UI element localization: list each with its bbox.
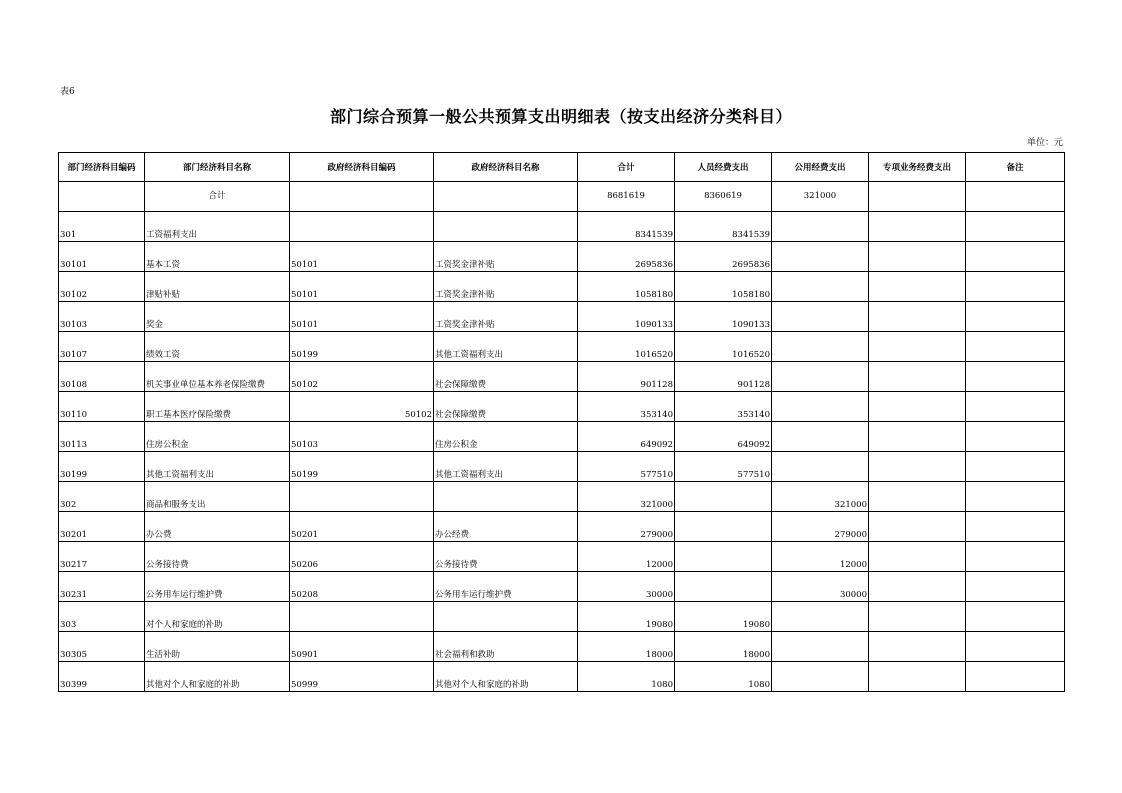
special-cell — [869, 392, 966, 422]
personnel-cell — [675, 482, 772, 512]
total-row — [59, 182, 1065, 212]
public-cell — [772, 272, 869, 302]
special-cell — [869, 482, 966, 512]
header-row — [59, 153, 1065, 182]
gov-code-cell: 50199 — [290, 452, 434, 482]
special-cell — [869, 602, 966, 632]
personnel-cell: 8341539 — [675, 212, 772, 242]
total-gov-code-cell — [290, 182, 434, 212]
total-personnel: 8360619 — [675, 182, 772, 212]
public-cell — [772, 242, 869, 272]
dept-name-cell: 职工基本医疗保险缴费 — [145, 392, 290, 422]
personnel-cell: 649092 — [675, 422, 772, 452]
gov-name-cell: 公务用车运行维护费 — [434, 572, 578, 602]
dept-code-cell: 30399 — [59, 662, 145, 692]
remarks-cell — [966, 662, 1065, 692]
remarks-cell — [966, 602, 1065, 632]
dept-code-cell: 30231 — [59, 572, 145, 602]
public-cell — [772, 452, 869, 482]
remarks-cell — [966, 392, 1065, 422]
remarks-cell — [966, 362, 1065, 392]
special-cell — [869, 632, 966, 662]
dept-name-cell: 办公费 — [145, 512, 290, 542]
remarks-cell — [966, 242, 1065, 272]
dept-name-cell: 对个人和家庭的补助 — [145, 602, 290, 632]
gov-code-cell: 50101 — [290, 272, 434, 302]
public-cell — [772, 332, 869, 362]
table-row — [59, 332, 1065, 362]
table-row — [59, 392, 1065, 422]
header-special: 专项业务经费支出 — [869, 153, 966, 182]
gov-name-cell — [434, 602, 578, 632]
remarks-cell — [966, 212, 1065, 242]
gov-code-cell: 50102 — [290, 362, 434, 392]
remarks-cell — [966, 572, 1065, 602]
special-cell — [869, 662, 966, 692]
public-cell — [772, 632, 869, 662]
remarks-cell — [966, 632, 1065, 662]
table-row — [59, 512, 1065, 542]
gov-name-cell: 工资奖金津补贴 — [434, 242, 578, 272]
table-row — [59, 302, 1065, 332]
public-cell — [772, 422, 869, 452]
public-cell: 12000 — [772, 542, 869, 572]
personnel-cell: 353140 — [675, 392, 772, 422]
total-cell: 321000 — [578, 482, 675, 512]
gov-name-cell: 其他工资福利支出 — [434, 332, 578, 362]
personnel-cell: 18000 — [675, 632, 772, 662]
dept-name-cell: 基本工资 — [145, 242, 290, 272]
table-number: 表6 — [60, 87, 75, 97]
personnel-cell: 577510 — [675, 452, 772, 482]
dept-name-cell: 其他工资福利支出 — [145, 452, 290, 482]
total-amount: 8681619 — [578, 182, 675, 212]
table-row — [59, 602, 1065, 632]
public-cell — [772, 392, 869, 422]
personnel-cell: 19080 — [675, 602, 772, 632]
table-row — [59, 542, 1065, 572]
dept-code-cell: 30199 — [59, 452, 145, 482]
total-remarks — [966, 182, 1065, 212]
table-row — [59, 662, 1065, 692]
gov-code-cell — [290, 212, 434, 242]
dept-code-cell: 30201 — [59, 512, 145, 542]
dept-code-cell: 303 — [59, 602, 145, 632]
total-gov-name-cell — [434, 182, 578, 212]
dept-code-cell: 30113 — [59, 422, 145, 452]
gov-name-cell: 工资奖金津补贴 — [434, 272, 578, 302]
remarks-cell — [966, 302, 1065, 332]
table-row — [59, 572, 1065, 602]
personnel-cell — [675, 512, 772, 542]
dept-code-cell: 30102 — [59, 272, 145, 302]
table-row — [59, 362, 1065, 392]
gov-name-cell: 其他对个人和家庭的补助 — [434, 662, 578, 692]
public-cell — [772, 602, 869, 632]
dept-name-cell: 公务用车运行维护费 — [145, 572, 290, 602]
special-cell — [869, 422, 966, 452]
personnel-cell: 901128 — [675, 362, 772, 392]
dept-code-cell: 30103 — [59, 302, 145, 332]
table-row — [59, 272, 1065, 302]
total-cell: 577510 — [578, 452, 675, 482]
total-cell: 18000 — [578, 632, 675, 662]
remarks-cell — [966, 542, 1065, 572]
total-cell: 1090133 — [578, 302, 675, 332]
personnel-cell: 1080 — [675, 662, 772, 692]
total-cell: 1016520 — [578, 332, 675, 362]
public-cell — [772, 302, 869, 332]
table-row — [59, 422, 1065, 452]
dept-code-cell: 30217 — [59, 542, 145, 572]
dept-name-cell: 机关事业单位基本养老保险缴费 — [145, 362, 290, 392]
gov-code-cell: 50103 — [290, 422, 434, 452]
dept-name-cell: 津贴补贴 — [145, 272, 290, 302]
public-cell: 321000 — [772, 482, 869, 512]
dept-name-cell: 住房公积金 — [145, 422, 290, 452]
special-cell — [869, 452, 966, 482]
public-cell: 279000 — [772, 512, 869, 542]
dept-code-cell: 30101 — [59, 242, 145, 272]
total-cell: 1058180 — [578, 272, 675, 302]
page-title: 部门综合预算一般公共预算支出明细表（按支出经济分类科目） — [329, 107, 792, 126]
dept-name-cell: 商品和服务支出 — [145, 482, 290, 512]
total-cell: 279000 — [578, 512, 675, 542]
gov-name-cell: 公务接待费 — [434, 542, 578, 572]
gov-code-cell: 50208 — [290, 572, 434, 602]
public-cell — [772, 212, 869, 242]
table-row — [59, 632, 1065, 662]
budget-table — [58, 152, 1065, 692]
total-cell: 12000 — [578, 542, 675, 572]
total-public: 321000 — [772, 182, 869, 212]
gov-code-cell: 50102 — [290, 392, 434, 422]
gov-code-cell: 50999 — [290, 662, 434, 692]
remarks-cell — [966, 272, 1065, 302]
header-public: 公用经费支出 — [772, 153, 869, 182]
special-cell — [869, 272, 966, 302]
header-gov-code: 政府经济科目编码 — [290, 153, 434, 182]
public-cell — [772, 662, 869, 692]
header-gov-name: 政府经济科目名称 — [434, 153, 578, 182]
total-cell: 353140 — [578, 392, 675, 422]
total-cell: 19080 — [578, 602, 675, 632]
dept-code-cell: 302 — [59, 482, 145, 512]
gov-name-cell — [434, 212, 578, 242]
total-cell: 30000 — [578, 572, 675, 602]
header-dept-code: 部门经济科目编码 — [59, 153, 145, 182]
dept-code-cell: 30107 — [59, 332, 145, 362]
dept-code-cell: 30108 — [59, 362, 145, 392]
total-cell: 649092 — [578, 422, 675, 452]
special-cell — [869, 242, 966, 272]
gov-code-cell — [290, 482, 434, 512]
total-cell: 901128 — [578, 362, 675, 392]
gov-code-cell: 50206 — [290, 542, 434, 572]
table-row — [59, 452, 1065, 482]
header-total: 合计 — [578, 153, 675, 182]
personnel-cell: 1058180 — [675, 272, 772, 302]
header-personnel: 人员经费支出 — [675, 153, 772, 182]
gov-name-cell: 其他工资福利支出 — [434, 452, 578, 482]
table-row — [59, 212, 1065, 242]
gov-code-cell: 50199 — [290, 332, 434, 362]
gov-name-cell: 办公经费 — [434, 512, 578, 542]
unit-label: 单位：元 — [1026, 138, 1063, 148]
gov-code-cell — [290, 602, 434, 632]
dept-code-cell: 30110 — [59, 392, 145, 422]
dept-name-cell: 生活补助 — [145, 632, 290, 662]
header-dept-name: 部门经济科目名称 — [145, 153, 290, 182]
gov-code-cell: 50201 — [290, 512, 434, 542]
total-cell: 8341539 — [578, 212, 675, 242]
special-cell — [869, 512, 966, 542]
gov-name-cell: 社会福利和救助 — [434, 632, 578, 662]
gov-name-cell: 社会保障缴费 — [434, 362, 578, 392]
public-cell — [772, 362, 869, 392]
table-row — [59, 482, 1065, 512]
gov-name-cell: 社会保障缴费 — [434, 392, 578, 422]
dept-name-cell: 绩效工资 — [145, 332, 290, 362]
gov-code-cell: 50901 — [290, 632, 434, 662]
gov-name-cell: 工资奖金津补贴 — [434, 302, 578, 332]
personnel-cell: 2695836 — [675, 242, 772, 272]
remarks-cell — [966, 512, 1065, 542]
special-cell — [869, 542, 966, 572]
dept-code-cell: 30305 — [59, 632, 145, 662]
gov-name-cell: 住房公积金 — [434, 422, 578, 452]
personnel-cell — [675, 572, 772, 602]
remarks-cell — [966, 482, 1065, 512]
gov-name-cell — [434, 482, 578, 512]
dept-name-cell: 奖金 — [145, 302, 290, 332]
personnel-cell — [675, 542, 772, 572]
table-row — [59, 242, 1065, 272]
total-special — [869, 182, 966, 212]
special-cell — [869, 332, 966, 362]
header-remarks: 备注 — [966, 153, 1065, 182]
special-cell — [869, 212, 966, 242]
dept-code-cell: 301 — [59, 212, 145, 242]
total-code-cell — [59, 182, 145, 212]
public-cell: 30000 — [772, 572, 869, 602]
special-cell — [869, 362, 966, 392]
personnel-cell: 1016520 — [675, 332, 772, 362]
remarks-cell — [966, 332, 1065, 362]
dept-name-cell: 其他对个人和家庭的补助 — [145, 662, 290, 692]
total-cell: 2695836 — [578, 242, 675, 272]
total-label: 合计 — [145, 182, 290, 212]
special-cell — [869, 572, 966, 602]
gov-code-cell: 50101 — [290, 242, 434, 272]
gov-code-cell: 50101 — [290, 302, 434, 332]
remarks-cell — [966, 452, 1065, 482]
dept-name-cell: 公务接待费 — [145, 542, 290, 572]
personnel-cell: 1090133 — [675, 302, 772, 332]
dept-name-cell: 工资福利支出 — [145, 212, 290, 242]
total-cell: 1080 — [578, 662, 675, 692]
remarks-cell — [966, 422, 1065, 452]
special-cell — [869, 302, 966, 332]
